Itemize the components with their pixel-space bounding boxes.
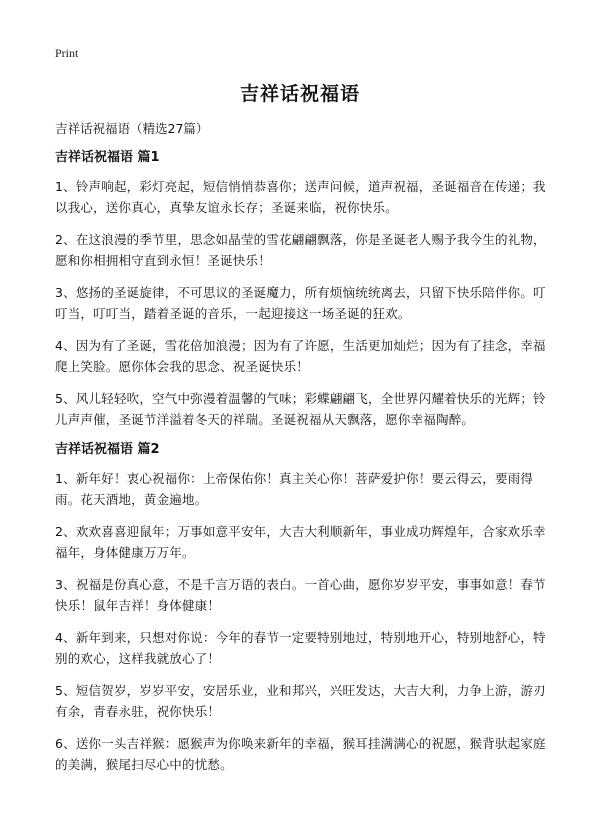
paragraph: 4、新年到来，只想对你说：今年的春节一定要特别地过，特别地开心，特别地舒心，特别的欢心，这样我就放心了！ [55, 630, 546, 666]
document-body [55, 120, 550, 786]
page-title: 吉祥话祝福语 [239, 83, 360, 105]
document-subtitle: 吉祥话祝福语（精选27篇） [55, 121, 209, 136]
paragraph: 3、悠扬的圣诞旋律，不可思议的圣诞魔力，所有烦恼统统离去，只留下快乐陪伴你。叮叮当，叮叮当，踏着圣诞的音乐，一起迎接这一场圣诞的狂欢。 [55, 285, 546, 321]
paragraph: 2、欢欢喜喜迎鼠年；万事如意平安年，大吉大利顺新年，事业成功辉煌年，合家欢乐幸福年，身体健康万万年。 [55, 524, 546, 560]
paragraph: 2、在这浪漫的季节里，思念如晶莹的雪花翩翩飘落，你是圣诞老人赐予我今生的礼物，愿和你相拥相守直到永恒！圣诞快乐！ [55, 232, 546, 268]
paragraph: 4、因为有了圣诞，雪花倍加浪漫；因为有了许愿，生活更加灿烂；因为有了挂念，幸福爬上笑脸。愿你体会我的思念、祝圣诞快乐！ [55, 338, 546, 374]
paragraph: 5、短信贺岁，岁岁平安，安居乐业，业和邦兴，兴旺发达，大吉大利，力争上游，游刃有余，青春永驻，祝你快乐！ [55, 683, 546, 719]
paragraph: 1、新年好！衷心祝福你：上帝保佑你！真主关心你！菩萨爱护你！要云得云，要雨得雨。花天酒地，黄金遍地。 [55, 471, 534, 507]
paragraph: 5、风儿轻轻吹，空气中弥漫着温馨的气味；彩蝶翩翩飞，全世界闪耀着快乐的光辉；铃儿声声催，圣诞节洋溢着冬天的祥瑞。圣诞祝福从天飘落，愿你幸福陶醉。 [55, 391, 546, 427]
section-heading: 吉祥话祝福语 篇1 [55, 150, 160, 165]
paragraph: 1、铃声响起，彩灯亮起，短信悄悄恭喜你；送声问候，道声祝福，圣诞福音在传递；我以我心，送你真心，真挚友谊永长存；圣诞来临，祝你快乐。 [55, 179, 546, 215]
section-2 [55, 441, 550, 775]
paragraph: 6、送你一头吉祥猴：愿猴声为你唤来新年的幸福，猴耳挂满满心的祝愿，猴背驮起家庭的美满，猴尾扫尽心中的忧愁。 [55, 736, 546, 772]
print-link[interactable]: Print [55, 46, 79, 60]
paragraph: 3、祝福是份真心意，不是千言万语的表白。一首心曲，愿你岁岁平安，事事如意！春节快乐！鼠年吉祥！身体健康！ [55, 577, 546, 613]
section-heading: 吉祥话祝福语 篇2 [55, 442, 160, 457]
section-1 [55, 149, 550, 430]
